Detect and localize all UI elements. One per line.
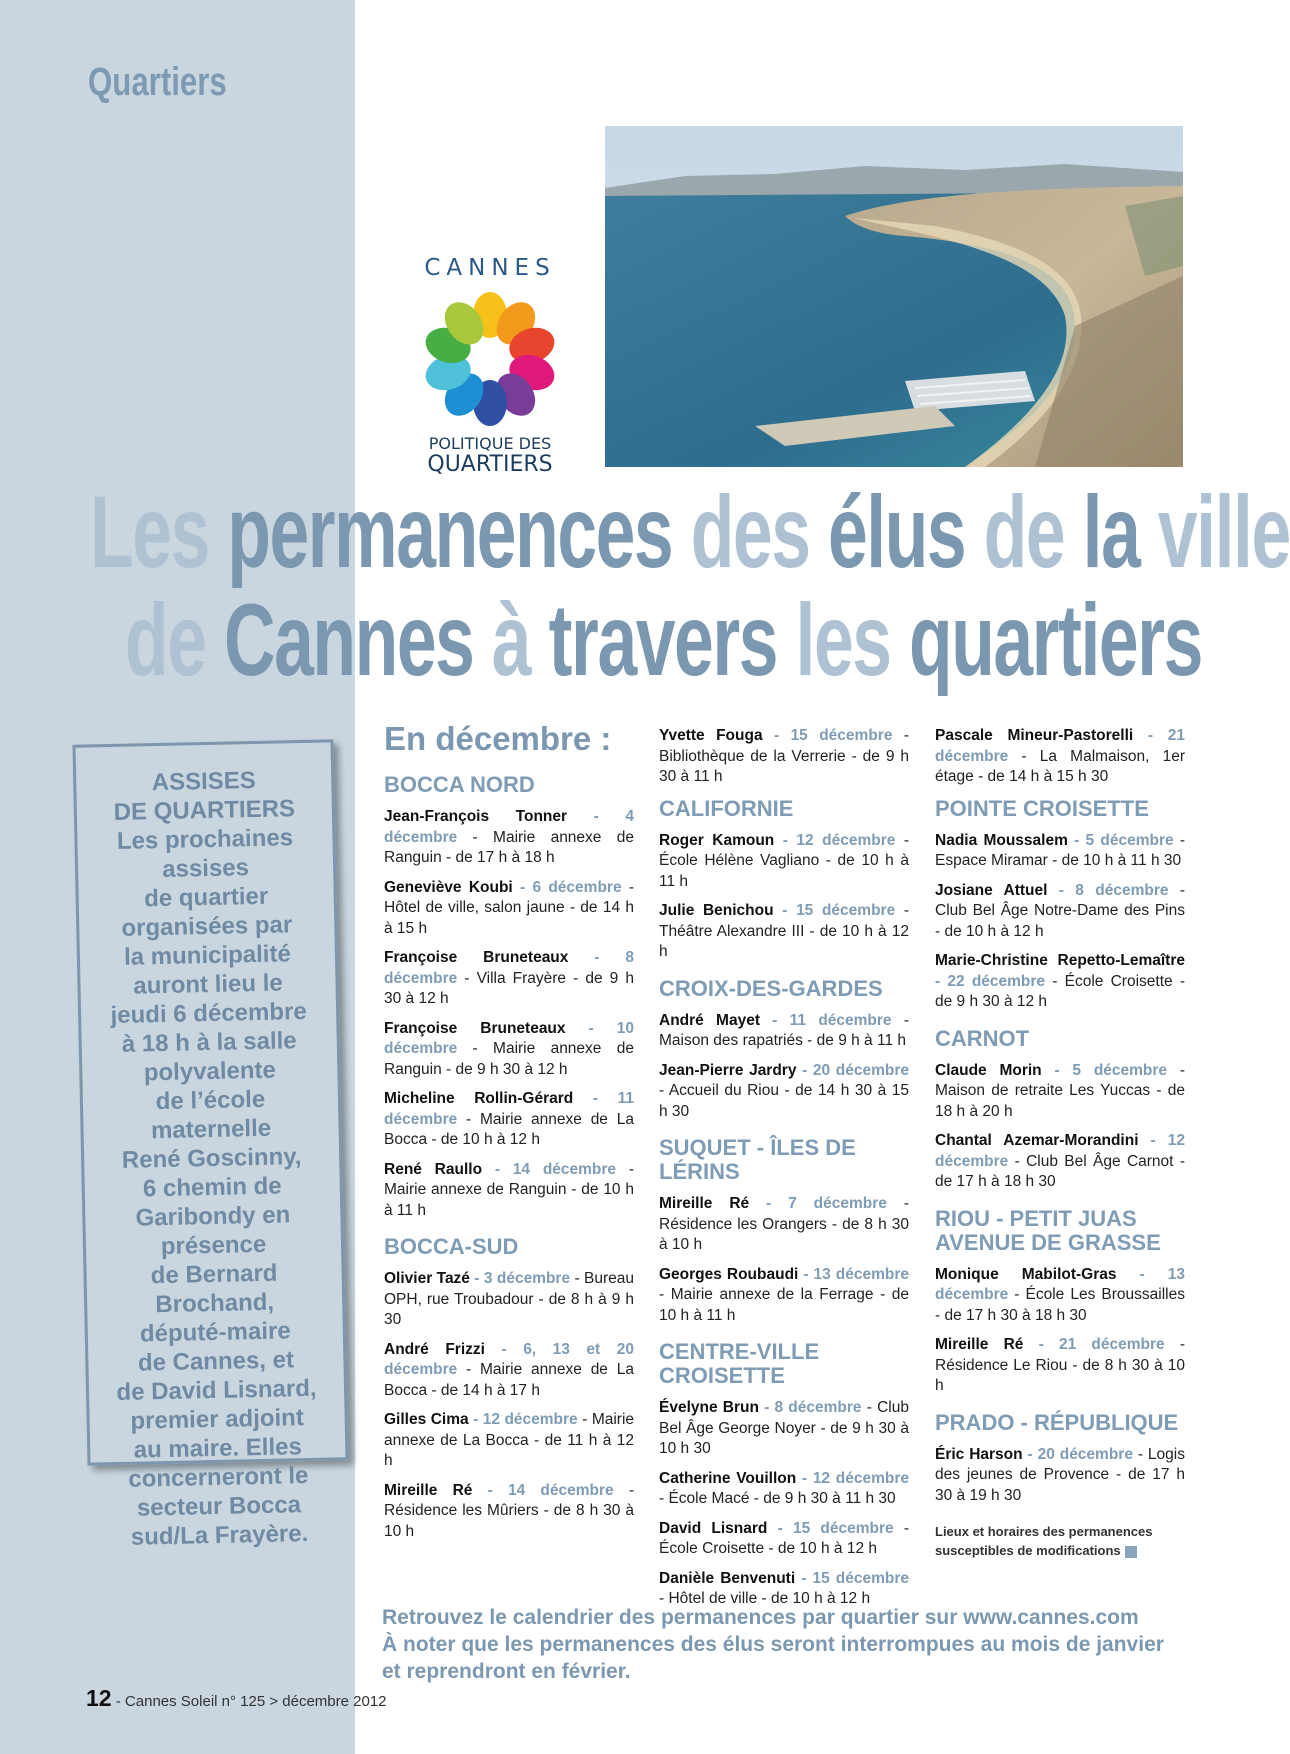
separator: - [895,902,909,919]
schedule-entry [659,1469,909,1510]
assises-title-line: ASSISES [151,766,257,797]
location-and-time: Maison des rapatriés - de 9 h à 11 h [659,1032,906,1049]
assises-body-line: 6 chemin de [142,1172,282,1203]
appointment-date: 5 décembre [1072,1061,1168,1079]
separator: - [935,972,948,990]
separator: - [767,1519,793,1537]
footer-line-3: et reprendront en février. [382,1660,631,1683]
location-and-time: Résidence les Mûriers - de 8 h 30 à 10 h [384,1502,634,1540]
elected-official-name: Mireille Ré [384,1481,473,1499]
assises-body-line: à 18 h à la salle [121,1027,297,1058]
schedule-entry [659,1398,909,1460]
location-and-time: Mairie annexe de La Bocca - de 10 h à 12 h [384,1110,634,1148]
elected-official-name: Pascale Mineur-Pastorelli [935,727,1134,744]
separator: - [457,1040,494,1057]
separator: - [512,878,533,896]
end-square-icon [1125,1546,1137,1558]
schedule-entry [935,726,1185,788]
location-and-time: Maison de retraite Les Yuccas - de 18 h à 20 h [935,1082,1185,1120]
separator: - [774,831,797,849]
location-and-time: Mairie annexe de Ranguin - de 10 h à 11 h [384,1181,634,1219]
separator: - [457,1361,481,1378]
elected-official-name: Geneviève Koubi [384,878,513,896]
appointment-date: 11 décembre [789,1011,892,1029]
district-heading: CROIX-DES-GARDES [659,975,883,1001]
appointment-date: 10 décembre [384,1019,634,1057]
elected-official-name: Éric Harson [935,1445,1023,1463]
location-and-time: Résidence les Orangers - de 8 h 30 à 10 h [659,1215,909,1253]
elected-official-name: Olivier Tazé [384,1270,470,1287]
separator: - [482,1160,513,1178]
headline-word: permanences [227,475,691,589]
district-heading: CALIFORNIE [659,795,794,821]
assises-body-line: la municipalité [123,940,292,971]
footer-notice [382,1604,1192,1685]
page-publication: - Cannes Soleil n° 125 > décembre 2012 [111,1693,387,1710]
elected-official-name: Marie-Christine Repetto-Lemaître [935,952,1185,969]
schedule-entry [935,1131,1185,1193]
district-heading: PRADO - RÉPUBLIQUE [935,1409,1179,1435]
schedule-entry [384,1410,634,1472]
separator: - [891,1011,909,1029]
elected-official-name: Nadia Moussalem [935,831,1068,849]
elected-official-name: André Frizzi [384,1340,485,1358]
appointment-date: 21 décembre [1058,1336,1165,1353]
appointment-date: 5 décembre [1085,831,1174,849]
elected-official-name: Monique Mabilot-Gras [935,1265,1117,1283]
location-and-time: Bureau OPH, rue Troubadour - de 8 h à 9 h 30 [384,1270,634,1328]
appointment-date: 21 décembre [935,727,1185,765]
separator: - [577,1411,592,1428]
schedule-entry [384,878,634,940]
schedule-entry [935,1061,1185,1123]
footer-line-1: Retrouvez le calendrier des permanences par quartier sur www.cannes.com [382,1606,1139,1629]
separator: - [1116,1265,1168,1283]
assises-body-line: maternelle [150,1114,272,1145]
separator: - [1164,1336,1186,1353]
separator: - [565,1019,617,1037]
appointment-date: 8 décembre [1075,881,1169,899]
assises-body-line: Garibondy en [135,1201,291,1232]
assises-body-line: au maire. Elles [133,1433,303,1464]
elected-official-name: Chantal Azemar-Morandini [935,1132,1139,1149]
assises-body-line: René Goscinny, [121,1143,302,1174]
schedule-entry [384,1481,634,1543]
location-and-time: Mairie annexe de la Ferrage - de 10 h à 11 h [659,1286,910,1324]
separator: - [762,727,791,744]
assises-body-line: présence [160,1230,267,1261]
separator: - [892,727,910,744]
appointment-date: 14 décembre [512,1160,617,1178]
elected-official-name: Julie Benichou [659,902,774,919]
schedule-entry [659,1061,909,1123]
schedule-entry [659,1519,909,1560]
location-and-time: École Hélène Vagliano - de 10 h à 11 h [659,852,909,890]
appointment-date: 4 décembre [384,808,634,846]
location-and-time: Résidence Le Riou - de 8 h 30 à 10 h [935,1356,1185,1394]
headline-word: ville [1157,475,1290,589]
location-and-time: Villa Frayère - de 9 h 30 à 12 h [384,969,634,1007]
appointment-date: 12 décembre [796,831,896,849]
headline [90,475,1290,697]
flower-logo-icon [405,281,575,431]
schedule-entry [659,831,909,893]
separator: - [1173,831,1186,849]
separator: - [795,1569,813,1587]
elected-official-name: André Mayet [659,1011,760,1029]
schedule-entry [659,1011,909,1052]
assises-body-line: de David Lisnard, [116,1374,317,1407]
appointment-date: 12 décembre [482,1411,578,1428]
schedule-entry [935,881,1185,943]
location-and-time: Mairie annexe de La Bocca - de 14 h à 17 h [384,1361,634,1399]
district-heading: BOCCA NORD [384,772,535,797]
separator: - [484,1340,524,1358]
separator: - [796,1061,813,1079]
separator: - [457,1110,481,1128]
headline-word: de [125,583,224,697]
separator: - [1133,727,1168,744]
elected-official-name: Josiane Attuel [935,881,1048,899]
location-and-time: Mairie annexe de Ranguin - de 17 h à 18 h [384,828,634,866]
separator: - [567,808,626,825]
separator: - [886,1195,909,1212]
schedule-entry [384,1340,634,1402]
separator: - [893,1519,910,1537]
appointment-date: 20 décembre [1037,1445,1133,1463]
schedule-entry [935,1265,1185,1327]
logo-subtitle [405,436,575,476]
elected-official-name: Évelyne Brun [659,1399,759,1416]
elected-official-name: Jean-François Tonner [384,808,568,825]
appointment-date: 3 décembre [483,1270,571,1287]
assises-body-line: sud/La Frayère. [130,1520,309,1551]
separator: - [1167,1061,1185,1079]
appointment-date: 14 décembre [507,1481,614,1499]
headline-word: à [491,583,549,697]
assises-body-line: député-maire [139,1317,291,1348]
month-heading: En décembre : [384,720,612,757]
elected-official-name: Françoise Bruneteaux [384,1019,566,1037]
location-and-time: Espace Miramar - de 10 h à 11 h 30 [935,852,1182,869]
location-and-time: Hôtel de ville, salon jaune - de 14 h à 15 h [384,899,634,937]
appointment-date: 15 décembre [792,1519,894,1537]
elected-official-name: Danièle Benvenuti [659,1569,796,1587]
separator: - [1045,972,1065,990]
appointment-date: 12 décembre [812,1469,910,1487]
appointment-date: 20 décembre [812,1061,910,1079]
headline-word: les [795,583,909,697]
appointment-date: 12 décembre [935,1132,1185,1170]
schedule-column-1 [384,722,634,1551]
aerial-bay-image [605,126,1183,467]
schedule-entry [384,1269,634,1331]
elected-official-name: Françoise Bruneteaux [384,949,569,966]
schedule-column-3 [935,726,1185,1560]
headline-word: élus [827,475,984,589]
district-heading: CARNOT [935,1025,1030,1051]
appointment-date: 15 décembre [796,902,896,919]
modification-note-text: Lieux et horaires des permanences susceptibles de modifications [935,1524,1153,1558]
district-heading: SUQUET - ÎLES DE LÉRINS [659,1135,856,1184]
appointment-date: 6 décembre [532,878,622,896]
separator: - [1041,1061,1073,1079]
district-heading: RIOU - PETIT JUAS AVENUE DE GRASSE [935,1205,1161,1255]
appointment-date: 6, 13 et 20 décembre [384,1340,634,1378]
appointment-date: 13 décembre [935,1265,1186,1303]
separator: - [1138,1132,1168,1149]
appointment-date: 15 décembre [790,727,893,744]
assises-body-line: assises [161,854,250,883]
separator: - [659,1590,669,1607]
logo-cannes-text: CANNES [424,255,556,281]
separator: - [621,878,634,896]
schedule-entry [384,1160,634,1222]
assises-body-line: secteur Bocca [136,1491,302,1522]
separator: - [759,1011,790,1029]
separator: - [1132,1445,1148,1463]
location-and-time: Club Bel Âge Carnot - de 17 h à 18 h 30 [935,1152,1185,1190]
elected-official-name: Gilles Cima [384,1411,469,1428]
separator: - [1023,1336,1059,1353]
schedule-entry [659,901,909,963]
assises-title-line: DE QUARTIERS [113,795,296,826]
location-and-time: École Croisette - de 10 h à 12 h [659,1540,877,1557]
location-and-time: École Croisette - de 9 h 30 à 12 h [935,972,1186,1010]
logo-line2: QUARTIERS [427,451,553,477]
appointment-date: 11 décembre [384,1090,634,1128]
location-and-time: Club Bel Âge George Noyer - de 9 h 30 à 10 h 30 [659,1399,909,1457]
assises-box [72,739,348,1551]
elected-official-name: Catherine Vouillon [659,1469,797,1487]
district-heading: CENTRE-VILLE CROISETTE [659,1339,820,1388]
elected-official-name: René Raullo [384,1160,483,1178]
appointment-date: 15 décembre [812,1569,909,1587]
separator: - [773,902,797,919]
separator: - [758,1399,775,1416]
separator: - [1047,881,1076,899]
headline-word: la [1082,475,1158,589]
assises-body-line: polyvalente [143,1056,277,1087]
headline-word: des [690,475,828,589]
schedule-entry [659,1265,909,1327]
appointment-date: 7 décembre [788,1195,887,1212]
separator: - [457,828,494,846]
appointment-date: 8 décembre [774,1399,862,1416]
section-label: Quartiers [88,60,227,104]
schedule-entry [659,1194,909,1256]
separator: - [659,1082,669,1099]
assises-body-line: Brochand, [155,1288,275,1319]
politique-quartiers-logo [405,255,575,475]
logo-line1: POLITIQUE DES [428,434,552,453]
location-and-time: Accueil du Riou - de 14 h 30 à 15 h 30 [659,1082,909,1120]
assises-body-line: Les prochaines [116,824,294,855]
elected-official-name: Claude Morin [935,1061,1042,1079]
assises-body-line: organisées par [121,911,293,942]
separator: - [616,1160,635,1178]
schedule-entry [384,1019,634,1081]
headline-word: Les [90,475,228,589]
separator: - [1022,1445,1038,1463]
appointment-date: 22 décembre [947,972,1046,990]
separator: - [1168,881,1185,899]
elected-official-name: Yvette Fouga [659,727,763,744]
separator: - [1008,1286,1026,1303]
assises-body-line: de quartier [143,882,269,913]
schedule-entry [935,1335,1185,1397]
separator: - [861,1399,878,1416]
assises-body-line: de Cannes, et [137,1346,295,1377]
headline-word: quartiers [909,583,1202,697]
location-and-time: Logis des jeunes de Provence - de 17 h 30 à 19 h 30 [935,1445,1185,1504]
schedule-entry [659,726,909,788]
schedule-entry [935,1445,1185,1507]
separator: - [568,949,626,966]
page-folio [86,1685,387,1712]
assises-body-line: auront lieu le [133,969,283,1000]
separator: - [472,1481,508,1499]
footer-line-2: À noter que les permanences des élus seront interrompues au mois de janvier [382,1633,1164,1656]
schedule-entry [384,948,634,1010]
location-and-time: École Les Broussailles - de 17 h 30 à 18 h 30 [935,1286,1185,1324]
headline-word: Cannes [223,583,492,697]
location-and-time: Hôtel de ville - de 10 h à 12 h [668,1590,871,1607]
separator: - [469,1270,484,1287]
separator: - [796,1469,813,1487]
assises-body-line: premier adjoint [130,1404,305,1435]
elected-official-name: Mireille Ré [935,1336,1024,1353]
separator: - [468,1411,483,1428]
schedule-entry [935,831,1185,872]
assises-body-line: de Bernard [150,1259,278,1290]
district-heading: POINTE CROISETTE [935,795,1149,821]
elected-official-name: Jean-Pierre Jardry [659,1061,797,1079]
separator: - [1008,747,1040,765]
location-and-time: Bibliothèque de la Verrerie - de 9 h 30 à 11 h [659,747,909,785]
assises-body-line: jeudi 6 décembre [110,997,307,1030]
headline-line1 [90,475,1290,589]
separator: - [1067,831,1086,849]
separator: - [570,1270,585,1287]
appointment-date: 13 décembre [813,1265,910,1283]
elected-official-name: David Lisnard [659,1519,768,1537]
separator: - [798,1265,814,1283]
assises-body-line: concerneront le [128,1462,309,1493]
location-and-time: École Macé - de 9 h 30 à 11 h 30 [668,1490,896,1507]
modification-note [935,1522,1185,1560]
separator: - [659,1286,671,1303]
district-heading: BOCCA-SUD [384,1234,519,1259]
separator: - [573,1090,618,1107]
location-and-time: Mairie annexe de La Bocca - de 11 h à 12 h [384,1411,635,1469]
schedule-entry [384,1089,634,1151]
location-and-time: La Malmaison, 1er étage - de 14 h à 15 h 30 [935,747,1185,785]
headline-line2 [90,583,1202,697]
separator: - [659,1490,669,1507]
elected-official-name: Micheline Rollin-Gérard [384,1090,574,1107]
schedule-column-2 [659,726,909,1619]
schedule-entry [935,951,1185,1013]
separator: - [895,831,910,849]
elected-official-name: Roger Kamoun [659,831,775,849]
separator: - [613,1481,635,1499]
schedule-entry [384,807,634,869]
location-and-time: Mairie annexe de Ranguin - de 9 h 30 à 12 h [384,1040,634,1078]
headline-word: de [983,475,1083,589]
separator: - [1008,1152,1027,1170]
elected-official-name: Georges Roubaudi [659,1265,799,1283]
page-number: 12 [86,1685,112,1711]
assises-content [76,742,348,1552]
headline-word: travers [548,583,796,697]
separator: - [457,969,477,987]
location-and-time: Théâtre Alexandre III - de 10 h à 12 h [659,922,909,960]
separator: - [749,1195,789,1212]
appointment-date: 8 décembre [384,949,634,987]
elected-official-name: Mireille Ré [659,1195,750,1212]
assises-body-line: de l’école [155,1085,266,1116]
aerial-photo-cannes [605,126,1183,467]
location-and-time: Club Bel Âge Notre-Dame des Pins - de 10 h à 12 h [935,902,1185,940]
